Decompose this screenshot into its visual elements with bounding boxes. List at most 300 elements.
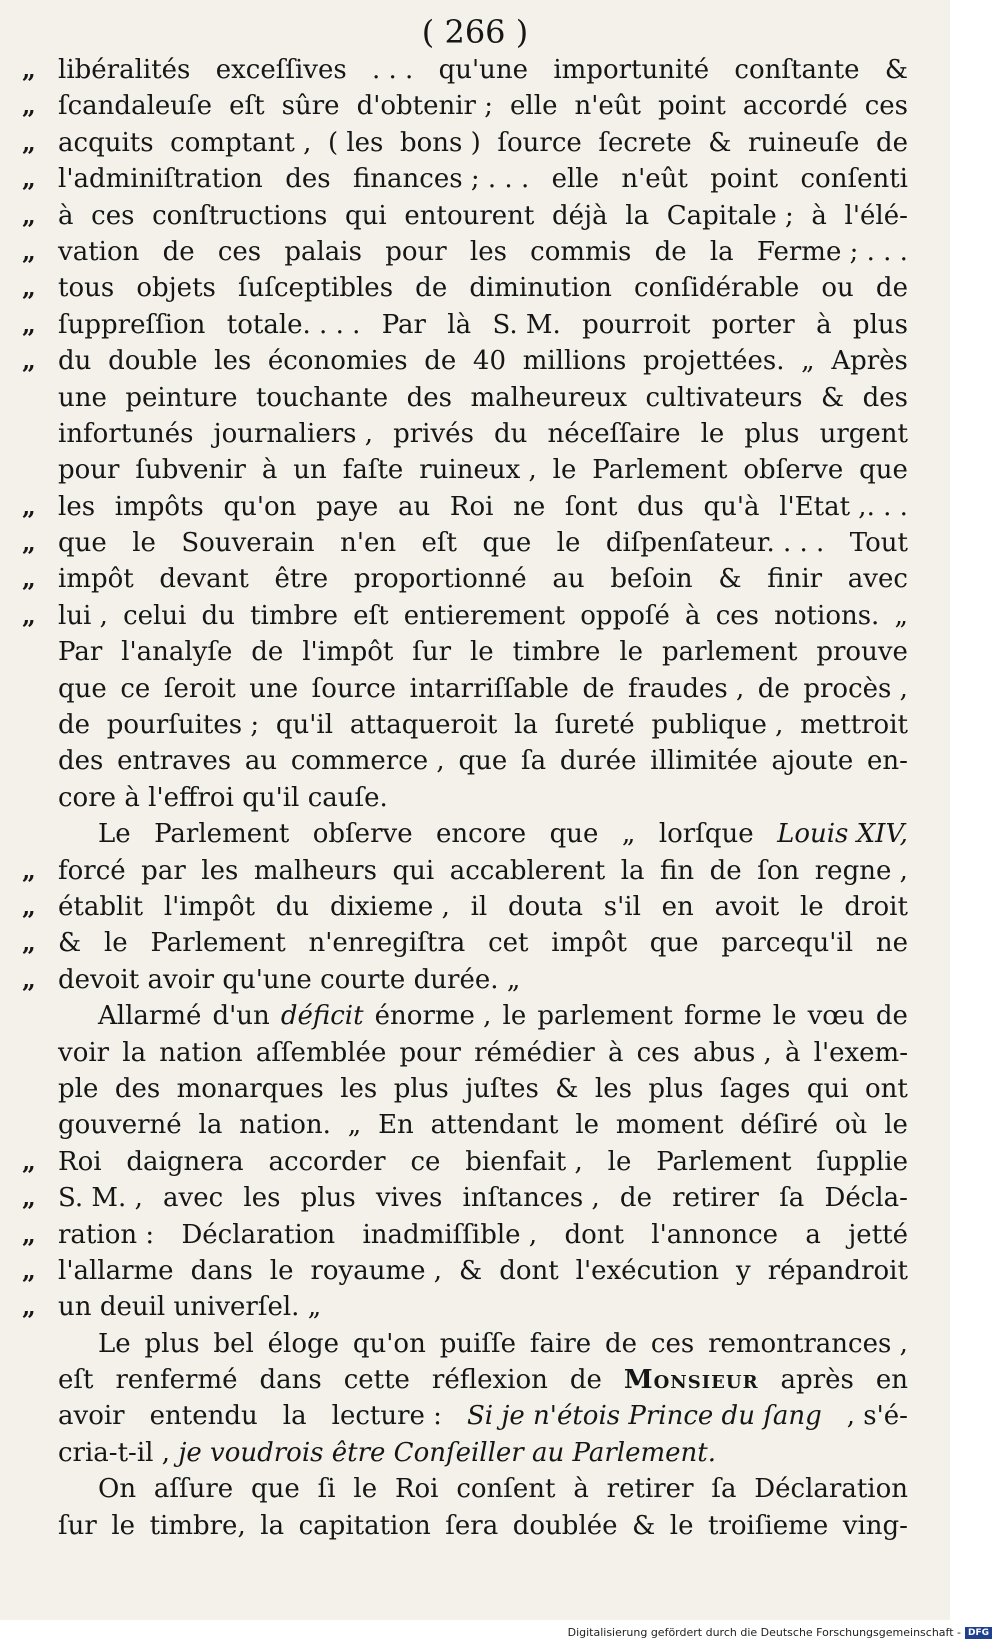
word: exceſſives [215,55,347,85]
word: voir [58,1037,110,1068]
word: deuil [99,1292,166,1323]
word: & [708,127,732,158]
word: Parlement [656,1146,792,1177]
word: les [469,236,507,267]
word: Allarmé [98,1001,202,1032]
word: à [261,455,278,486]
quote-mark: „ [22,564,36,594]
word: en [661,891,694,922]
word: ſource [311,673,397,704]
word: jetté [848,1219,908,1250]
word: le [799,891,824,922]
word: moment [615,1110,724,1141]
word: que [58,528,107,559]
word: une [249,673,299,704]
word: dans [190,1255,253,1286]
word: Le [98,819,131,850]
word: totale. . . . [226,309,361,340]
word: ſages [719,1073,791,1104]
text-line [22,598,908,634]
word: privés [393,418,474,449]
word: ſa [711,1474,737,1505]
word: droit [844,891,908,922]
word: ſecrete [598,127,692,158]
word: ple [58,1073,99,1104]
word: à [58,200,74,231]
word: lorſque [658,819,754,850]
text-line [22,1144,908,1180]
word: des [114,1073,161,1104]
word: avec [847,564,908,595]
word: urgent [819,418,908,449]
text-block [22,52,908,1544]
word: de [424,346,457,377]
word: ces [864,91,908,122]
text-line [58,452,908,488]
word: de [415,273,448,304]
word: faſte [342,455,404,486]
word: libéralités [58,55,191,85]
word: proportionné [353,564,527,595]
word: ruineuſe [747,127,860,158]
word: conſenti [800,164,908,195]
word: celui [123,600,187,631]
quote-mark: „ [22,1255,36,1285]
word: de [875,127,908,158]
word: accordé [742,91,848,122]
word: Parlement [592,455,728,486]
word: forme [683,1001,762,1032]
word: double [108,346,198,377]
word: , s'é- [846,1401,908,1432]
word: l'analyſe [121,637,233,668]
text-line [22,1289,908,1325]
word: inſtances , [462,1183,600,1214]
word: qu'à [703,491,760,522]
word: . . . [371,55,414,85]
word: bons ) [399,127,481,158]
word: le [575,1110,600,1141]
word: point [710,164,779,195]
word: ont [865,1073,908,1104]
word: elle [510,91,558,122]
word: tous [58,273,115,304]
word: ving- [842,1510,908,1541]
text-line [58,1398,908,1434]
word: Parlement [150,928,286,959]
word: malheureux [470,382,628,413]
word: que [251,1474,300,1505]
word: qu'une [222,964,312,995]
word: le [552,455,577,486]
word: plus [852,309,908,340]
word: En [378,1110,414,1141]
text-line [22,1180,908,1216]
word: aſſure [153,1474,234,1505]
word: qui [806,1073,849,1104]
word: ſuppreſſion [58,309,206,340]
word: Par [381,309,426,340]
word: ſource [497,127,582,158]
word: des [862,382,908,413]
word: objets [136,273,216,304]
word: où [834,1110,868,1141]
footer-text: Digitalisierung gefördert durch die Deutsche Forschungsgemeinschaft - [567,1626,961,1639]
word: ſupplie [816,1146,908,1177]
word: ne [875,928,908,959]
word: déjà [552,200,608,231]
quote-mark: „ [22,1219,36,1249]
word: commerce , [290,746,445,777]
word: commis [530,236,632,267]
word: eſt [421,528,458,559]
word: cette [343,1365,410,1396]
word: plus [144,1328,200,1359]
word: S. M. [492,309,561,340]
text-line [58,743,908,779]
quote-mark: „ [22,309,36,339]
word: Le [98,1328,131,1359]
quote-mark: „ [22,346,36,376]
quote-mark: „ [22,600,36,630]
word: la [198,1110,223,1141]
word: s'il [603,891,641,922]
word: Capitale ; [666,200,794,231]
word: répandroit [767,1255,908,1286]
word: entierement [403,600,566,631]
text-line [22,198,908,234]
word: dus [637,491,684,522]
word: ſon [757,855,800,886]
word: juſtes [465,1073,539,1104]
text-line [58,998,908,1034]
word: entourent [404,200,535,231]
word: qui [392,855,435,886]
word: ( les [327,127,384,158]
word: ſera [445,1510,499,1541]
word: cultivateurs [645,382,803,413]
word: nation [159,1037,243,1068]
word: que [649,928,699,959]
word: bel [213,1328,254,1359]
word: Roi [394,1474,439,1505]
word: cauſe. [307,782,388,813]
word: ſa [779,1183,805,1214]
word: timbre, [149,1510,246,1541]
quote-mark: „ [22,55,36,84]
word: palais [284,236,362,267]
word: il [470,891,488,922]
word: avoir [58,1401,125,1432]
word: S. M. , [58,1183,143,1214]
word: un [293,455,327,486]
word: ſeroit [163,673,236,704]
word: accablerent [449,855,606,886]
text-line [22,925,908,961]
word: la [620,855,645,886]
text-line [22,1253,908,1289]
word: oppoſé [580,600,670,631]
word: forcé [58,855,126,886]
word: regne , [814,855,908,886]
word: les [214,346,252,377]
word: cet [488,928,529,959]
word: „ [801,346,815,377]
word: fraudes , [628,673,745,704]
word: dans [259,1365,322,1396]
text-line [22,561,908,597]
word: attaqueroit [349,710,498,741]
word: éloge [267,1328,340,1359]
word: à [124,782,140,813]
word: gouverné [58,1110,182,1141]
word: 40 [472,346,507,377]
text-line [58,416,908,452]
word: de [875,1001,908,1032]
word: puiſſe [439,1328,517,1359]
word: remontrances , [708,1328,908,1359]
quote-mark: „ [22,127,36,157]
text-line [22,52,908,88]
word: impôt [551,928,627,959]
text-line [22,525,908,561]
word: le [353,1474,378,1505]
word: renfermé [115,1365,238,1396]
word: de [757,673,790,704]
word: déficit [280,1001,364,1032]
text-line [58,1107,908,1143]
word: retirer [672,1183,759,1214]
word: timbre [250,600,338,631]
quote-mark: „ [22,273,36,303]
word: dixieme , [329,891,450,922]
word: finances ; . . . [352,164,530,195]
page-number: ( 266 ) [421,13,529,51]
word: „ [894,600,908,631]
word: n'enregiſtra [308,928,466,959]
word: infortunés [58,418,194,449]
word: néceſſaire [547,418,681,449]
word: Après [831,346,908,377]
word: durée [559,746,637,777]
word: le [884,1110,908,1141]
word: être [274,564,329,595]
word: conſtructions [152,200,328,231]
word: Déclaration [181,1219,336,1250]
word: le [607,1146,632,1177]
word: de [619,1183,652,1214]
word: de [582,673,615,704]
word: y [736,1255,751,1286]
word: monarques [176,1073,324,1104]
word: timbre [512,637,601,668]
text-line [22,270,908,306]
word: n'en [340,528,397,559]
text-line [22,88,908,124]
word: avoir [147,964,215,995]
word: journaliers , [213,418,373,449]
word: réflexion [431,1365,548,1396]
word: inadmiſſible , [362,1219,538,1250]
word: ces [91,200,135,231]
word: que [482,528,532,559]
word: plus [648,1073,704,1104]
quote-mark: „ [22,200,36,230]
word: l'Etat ,. . . [779,491,908,522]
word: ration : [58,1219,155,1250]
word: finir [767,564,823,595]
word: pourroit [582,309,691,340]
word: d'un [212,1001,270,1032]
quote-mark: „ [22,528,36,558]
word: paye [316,491,379,522]
word: l'exécution [575,1255,720,1286]
word: ſi [317,1474,336,1505]
word: parlement [537,1001,673,1032]
text-line [58,1326,908,1362]
word: qu'on [223,491,297,522]
word: Monsieur [623,1365,759,1396]
word: ſuſceptibles [238,273,394,304]
word: mettroit [800,710,908,741]
word: que [859,455,908,486]
word: le [132,528,156,559]
dfg-logo-icon: DFG [965,1627,992,1639]
word: Par [58,637,103,668]
word: qui [345,200,387,231]
word: un [58,1292,92,1323]
word: retirer [606,1474,694,1505]
word: de [162,236,195,267]
word: la [514,710,538,741]
word: le [556,528,581,559]
word: ces [217,236,262,267]
word: conſtante [734,55,860,85]
word: eſt [229,91,265,122]
word: de [875,273,908,304]
word: de [569,1365,602,1396]
word: troiſieme [708,1510,829,1541]
word: capitation [298,1510,431,1541]
word: comptant , [170,127,312,158]
word: „ [506,964,521,995]
word: avec [163,1183,224,1214]
text-line [58,1071,908,1107]
word: notions. [774,600,880,631]
text-line [22,889,908,925]
word: „ [621,819,636,850]
word: à [816,309,832,340]
word: qu'une [438,55,529,85]
word: ſcandaleuſe [58,91,213,122]
word: les [58,491,96,522]
footer [568,1626,992,1639]
word: plus [744,418,800,449]
word: le [669,1510,694,1541]
word: Déclaration [754,1474,908,1505]
word: beſoin [610,564,693,595]
word: après [780,1365,854,1396]
word: de [605,1328,638,1359]
word: core [58,782,117,813]
word: ces [715,600,759,631]
word: parcequ'il [721,928,854,959]
word: que [549,819,599,850]
word: ſur [412,637,452,668]
word: rémédier [474,1037,595,1068]
word: lui , [58,600,108,631]
word: de [251,637,284,668]
word: sûre [281,91,340,122]
word: en- [867,746,908,777]
word: ruineux , [419,455,537,486]
word: économies [267,346,408,377]
word: à [573,1474,589,1505]
word: porter [711,309,795,340]
word: douta [508,891,584,922]
text-line [22,161,908,197]
word: Roi [58,1146,102,1177]
word: des [406,382,453,413]
word: malheurs [253,855,377,886]
word: des [58,746,104,777]
quote-mark: „ [22,236,36,266]
word: touchante [255,382,389,413]
text-line [58,1362,908,1398]
word: „ [347,1110,362,1141]
quote-mark: „ [22,91,36,121]
word: à [811,200,827,231]
word: vation [58,236,140,267]
word: daignera [126,1146,244,1177]
word: la [260,1510,285,1541]
word: devant [159,564,249,595]
text-line [58,780,908,816]
word: ne [513,491,546,522]
word: attendant [430,1110,559,1141]
quote-mark: „ [22,1183,36,1213]
text-line [22,125,908,161]
word: le [619,637,644,668]
word: publique , [651,710,784,741]
word: énorme , [374,1001,492,1032]
word: des [285,164,331,195]
word: l'adminiſtration [58,164,263,195]
word: le [103,928,128,959]
word: établit [58,891,144,922]
word: devoit [58,964,140,995]
text-line [22,343,908,379]
word: avoit [714,891,780,922]
word: au [397,491,431,522]
word: la [282,1401,307,1432]
word: l'effroi [148,782,234,813]
word: ou [821,273,854,304]
word: & [884,55,908,85]
word: entraves [117,746,232,777]
text-line [22,853,908,889]
word: impôts [114,491,204,522]
text-line [22,962,908,998]
word: procès , [803,673,908,704]
word: Roi [449,491,494,522]
word: illimitée [650,746,758,777]
word: conſidérable [634,273,800,304]
word: diminution [469,273,612,304]
word: ces [650,1328,695,1359]
word: vives [375,1183,443,1214]
word: obſerve [312,819,413,850]
